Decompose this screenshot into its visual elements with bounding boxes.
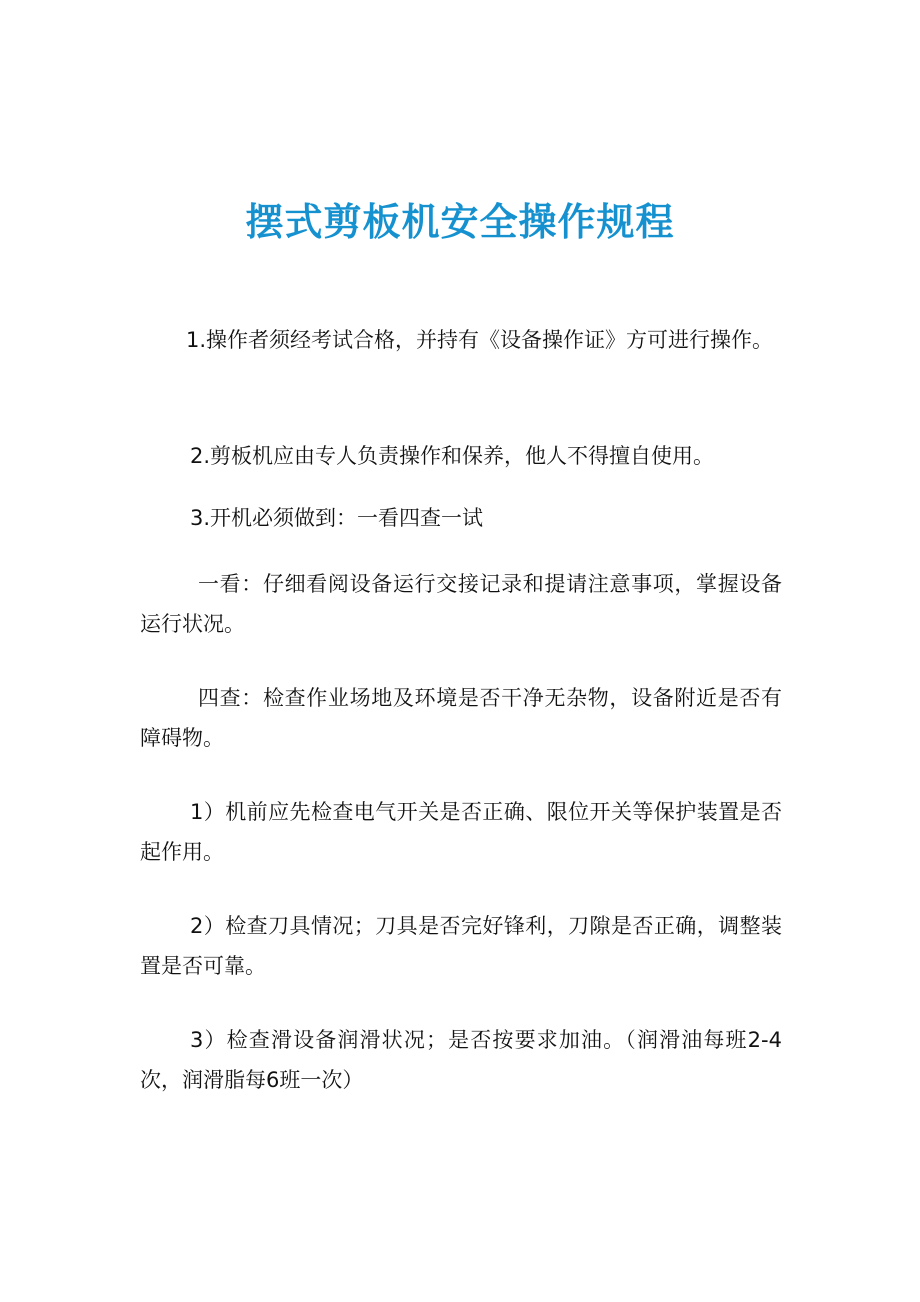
paragraph-check-blades: 2）检查刀具情况；刀具是否完好锋利，刀隙是否正确，调整装置是否可靠。: [140, 914, 782, 978]
document-title: 摆式剪板机安全操作规程: [245, 200, 675, 244]
paragraph-one-look: 一看：仔细看阅设备运行交接记录和提请注意事项，掌握设备运行状况。: [140, 572, 782, 636]
paragraph-1-operator-certification: 1.操作者须经考试合格，并持有《设备操作证》方可进行操作。: [186, 328, 774, 352]
paragraph-3-startup-checklist: 3.开机必须做到：一看四查一试: [190, 506, 484, 530]
paragraph-check-electrical: 1）机前应先检查电气开关是否正确、限位开关等保护装置是否起作用。: [140, 800, 782, 864]
paragraph-check-lubrication: 3）检查滑设备润滑状况；是否按要求加油。（润滑油每班2-4次，润滑脂每6班一次）: [140, 1028, 782, 1092]
paragraph-2-dedicated-operator: 2.剪板机应由专人负责操作和保养，他人不得擅自使用。: [190, 444, 715, 468]
paragraph-four-checks: 四查：检查作业场地及环境是否干净无杂物，设备附近是否有障碍物。: [140, 686, 782, 750]
